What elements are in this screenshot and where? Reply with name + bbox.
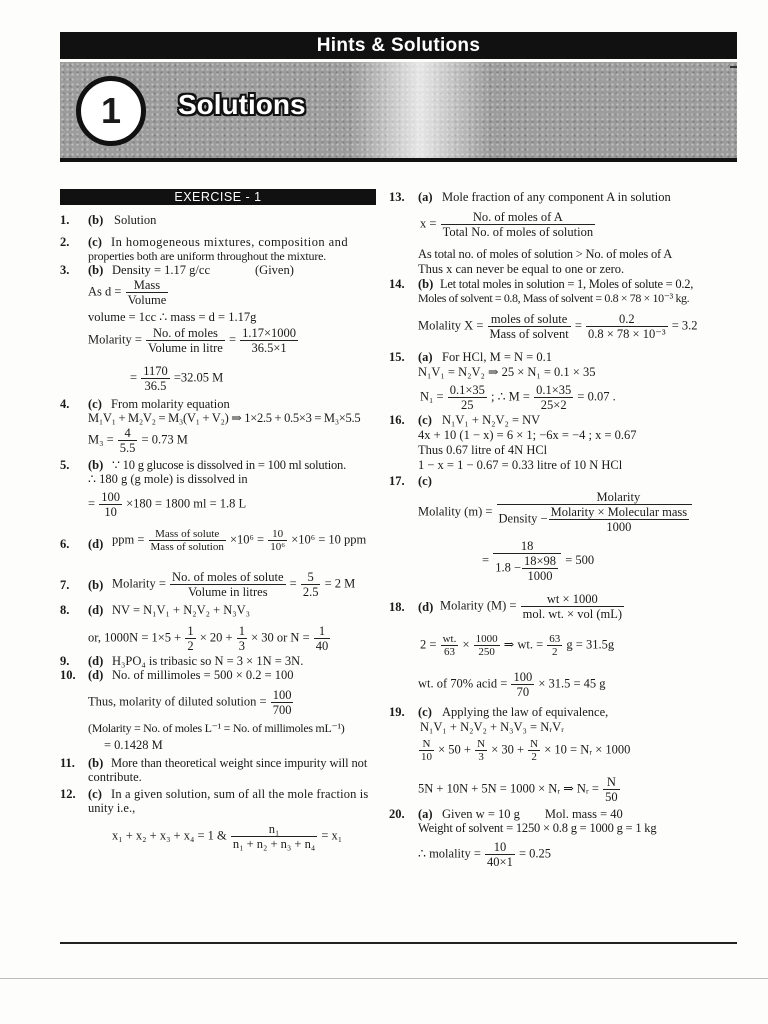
- equation-result: = 2 M: [324, 576, 356, 591]
- denominator: Mass of solvent: [489, 327, 569, 341]
- chapter-banner: [60, 62, 737, 162]
- numerator: No. of moles: [146, 326, 225, 341]
- denominator: 40×1: [487, 855, 513, 869]
- fraction: [237, 624, 247, 653]
- numerator: 0.2: [586, 312, 668, 327]
- fraction: [485, 840, 515, 869]
- denominator: [493, 554, 561, 583]
- solution-text: (Molarity = No. of moles L⁻¹ = No. of millimoles mL⁻¹): [88, 721, 345, 735]
- numerator: moles of solute: [488, 312, 571, 327]
- denominator: 2: [531, 751, 537, 763]
- numerator: wt.: [442, 633, 457, 645]
- numerator: n₁: [231, 822, 317, 837]
- numerator: 0.1×35: [536, 383, 572, 397]
- banner-divider: [60, 158, 737, 162]
- question-number: 13.: [389, 190, 405, 204]
- denominator-text: 1.8 −: [495, 560, 521, 575]
- denominator: 25: [461, 398, 474, 412]
- equation-text: Molarity =: [88, 332, 142, 347]
- answer-option: (d): [88, 537, 104, 551]
- equation-result: = x₁: [321, 828, 343, 843]
- fraction: [497, 490, 693, 534]
- question-number: 5.: [60, 458, 70, 472]
- answer-option: (c): [418, 474, 432, 488]
- numerator: 0.1×35: [449, 383, 485, 397]
- numerator: N: [477, 738, 486, 750]
- equation-result: = 0.1428 M: [104, 738, 163, 752]
- question-number: 12.: [60, 787, 76, 801]
- solution-text: No. of millimoles = 500 × 0.2 = 100: [112, 668, 294, 682]
- equation: 4x + 10 (1 − x) = 6 × 1; −6x = −4 ; x = 0.67: [418, 428, 637, 442]
- answer-option: (a): [418, 350, 433, 364]
- solution-text: ∴ 180 g (g mole) is dissolved in: [88, 472, 248, 486]
- denominator: 25×2: [540, 398, 567, 412]
- numerator: 1170: [143, 364, 168, 378]
- numerator: N: [419, 738, 434, 751]
- numerator: 100: [272, 688, 292, 702]
- equation-text: ∴ molality =: [418, 846, 481, 861]
- answer-option: (d): [88, 668, 104, 682]
- denominator: 2: [552, 646, 558, 658]
- equation-text: Molarity (M) =: [440, 598, 517, 613]
- answer-option: (d): [88, 603, 104, 617]
- equation: Molarity = $\frac{\text{No. of moles}}{\text{Volume in litre}}$ = $\frac{1.17\times 1000}{36.5\times 1}$: [88, 326, 297, 355]
- equation: [418, 670, 606, 699]
- equation: Molality X = $\frac{\text{moles of solute}}{\text{Mass of solvent}}$ = $\frac{0.2}{\text{0.8 × 78 × 10⁻³}}$ = 3.2: [418, 312, 698, 341]
- equation: N₁V₁ + N₂V₂ + N₃V₃ = NᵣVᵣ: [420, 720, 565, 734]
- solution-text: From molarity equation: [111, 397, 230, 411]
- denominator: Mass of solution: [150, 541, 224, 553]
- denominator: n₁ + n₂ + n₃ + n₄: [232, 837, 316, 851]
- equation-text: × 50 +: [438, 742, 471, 757]
- denominator: Total No. of moles of solution: [442, 225, 594, 239]
- solution-text: Mole fraction of any component A in solution: [442, 190, 671, 204]
- numerator: Mass of solute: [149, 528, 226, 541]
- equation-text: or, 1000N = 1×5 +: [88, 630, 182, 645]
- equation: [88, 278, 169, 307]
- answer-option: (b): [88, 756, 104, 770]
- answer-option: (a): [418, 190, 433, 204]
- answer-option: (d): [88, 654, 104, 668]
- denominator: Volume in litres: [187, 585, 268, 599]
- solution-text: Given w = 10 g Mol. mass = 40: [442, 807, 623, 821]
- numerator: 4: [118, 426, 138, 441]
- solution-text: Density = 1.17 g/cc: [112, 263, 211, 277]
- question-number: 11.: [60, 756, 75, 770]
- fraction: [146, 326, 225, 355]
- equation: [418, 775, 621, 804]
- denominator: 1000: [606, 520, 632, 534]
- fraction: [185, 624, 195, 653]
- equation: = $\frac{100}{10}$ ×180 = 1800 ml = 1.8 L: [88, 490, 247, 519]
- page-bottom-rule: [60, 942, 737, 944]
- solution-text: unity i.e.,: [88, 801, 136, 815]
- numerator: 1000: [475, 633, 498, 645]
- numerator: No. of moles of solute: [172, 570, 284, 584]
- denominator: 700: [272, 703, 292, 717]
- fraction: [586, 312, 668, 341]
- numerator: 18×98: [524, 554, 557, 568]
- equation-text: Molality X =: [418, 318, 484, 333]
- solution-text: In homogeneous mixtures, composition and: [111, 235, 349, 249]
- answer-option: (c): [88, 235, 102, 249]
- numerator: N: [530, 738, 539, 750]
- solution-text: Moles of solvent = 0.8, Mass of solvent = 0.8 × 78 × 10⁻³ kg.: [418, 291, 690, 305]
- equation-text: Thus, molarity of diluted solution =: [88, 694, 267, 709]
- question-number: 15.: [389, 350, 405, 364]
- numerator: 1: [314, 624, 331, 639]
- equation: [418, 738, 630, 763]
- equation-result: g = 31.5g: [566, 637, 615, 652]
- numerator: 1.17×1000: [242, 326, 297, 340]
- equation-text: Molality (m) =: [418, 504, 493, 519]
- answer-option: (b): [88, 213, 104, 227]
- answer-option: (b): [88, 458, 104, 472]
- numerator: wt × 1000: [521, 592, 624, 607]
- fraction: [170, 570, 285, 599]
- denominator: 50: [605, 790, 618, 804]
- fraction: [240, 326, 298, 355]
- answer-option: (b): [88, 578, 104, 592]
- numerator: 18: [493, 539, 561, 554]
- fraction: [126, 278, 169, 307]
- equation-result: = 3.2: [671, 318, 698, 333]
- numerator: 100: [513, 670, 533, 684]
- numerator: 63: [549, 633, 561, 645]
- equation-result: =32.05 M: [173, 370, 224, 385]
- fraction: [118, 426, 138, 455]
- numerator: 100: [101, 490, 120, 504]
- section-header: Hints & Solutions: [60, 32, 737, 59]
- equation: M₁V₁ + M₂V₂ = M₃(V₁ + V₂) ⇒ 1×2.5 + 0.5×3 = M₃×5.5: [88, 411, 361, 425]
- equation-result: ×10⁶ = 10 ppm: [291, 532, 367, 547]
- denominator: 40: [315, 639, 329, 653]
- equation-text: N₁ =: [420, 389, 444, 404]
- equation: [88, 688, 294, 717]
- equation: [112, 528, 366, 553]
- fraction: [441, 633, 459, 658]
- denominator: 36.5×1: [251, 341, 287, 355]
- denominator: 0.8 × 78 × 10⁻³: [588, 327, 666, 341]
- equation-text: Molarity =: [112, 576, 166, 591]
- denominator: 10⁶: [270, 541, 286, 553]
- question-number: 16.: [389, 413, 405, 427]
- fraction: [314, 624, 331, 653]
- answer-option: (c): [88, 787, 102, 801]
- numerator: 1: [238, 624, 245, 638]
- question-number: 7.: [60, 578, 70, 592]
- equation-text: wt. of 70% acid =: [418, 676, 508, 691]
- denominator: 10: [104, 505, 117, 519]
- equation-result: × 31.5 = 45 g: [538, 676, 606, 691]
- equation: [88, 624, 331, 653]
- equation: 2 = $\frac{wt.}{63}$ × $\frac{1000}{250}$ ⇒ wt. = $\frac{63}{2}$ g = 31.5g: [420, 633, 615, 658]
- answer-option: (a): [418, 807, 433, 821]
- fraction: [441, 210, 596, 239]
- numerator: N: [603, 775, 620, 790]
- fraction: [149, 528, 226, 553]
- fraction: [301, 570, 321, 599]
- solution-text: Thus x can never be equal to one or zero.: [418, 262, 625, 276]
- equation: = 18 1.8 − $\frac{18\times 98}{1000}$ = 500: [482, 539, 595, 583]
- numerator: Molarity × Molecular mass: [550, 505, 688, 519]
- fraction: [448, 383, 487, 412]
- solution-text: Thus 0.67 litre of 4N HCl: [418, 443, 548, 457]
- fraction: [534, 383, 573, 412]
- fraction: [547, 633, 562, 658]
- equation: NV = N₁V₁ + N₂V₂ + N₃V₃: [112, 603, 251, 617]
- solution-text: Solution: [114, 213, 157, 227]
- fraction: [271, 688, 294, 717]
- equation-text: × 30 +: [491, 742, 525, 757]
- solution-text: More than theoretical weight since impurity will not: [111, 756, 368, 770]
- solution-text: In a given solution, sum of all the mole fraction is: [111, 787, 369, 801]
- fraction: [521, 592, 624, 621]
- question-number: 9.: [60, 654, 70, 668]
- solution-text: Applying the law of equivalence,: [442, 705, 609, 719]
- fraction: [549, 505, 690, 534]
- equation-text: ; ∴ M =: [491, 389, 530, 404]
- equation-result: = 0.07 .: [577, 389, 616, 404]
- denominator: 3: [478, 751, 484, 763]
- solution-text: 1 − x = 1 − 0.67 = 0.33 litre of 10 N HCl: [418, 458, 623, 472]
- equation: [420, 383, 616, 412]
- page-edge-line: [0, 978, 768, 979]
- denominator: 70: [516, 685, 530, 699]
- equation-text: As d =: [88, 284, 122, 299]
- denominator: 2: [187, 639, 194, 653]
- fraction: [231, 822, 317, 851]
- question-number: 17.: [389, 474, 405, 488]
- question-number: 18.: [389, 600, 405, 614]
- question-number: 20.: [389, 807, 405, 821]
- equation-result: = 0.73 M: [141, 432, 188, 447]
- equation-text: 5N + 10N + 5N = 1000 × Nᵣ ⇒ Nᵣ =: [418, 781, 599, 796]
- question-number: 10.: [60, 668, 76, 682]
- fraction: [268, 528, 287, 553]
- denominator: mol. wt. × vol (mL): [522, 607, 623, 621]
- question-number: 19.: [389, 705, 405, 719]
- denominator: Volume: [127, 293, 167, 307]
- solution-text: Let total moles in solution = 1, Moles of solute = 0.2,: [440, 277, 694, 291]
- solution-text: volume = 1cc ∴ mass = d = 1.17g: [88, 310, 257, 324]
- question-number: 3.: [60, 263, 70, 277]
- numerator: 1: [187, 624, 194, 638]
- solution-text: For HCl, M = N = 0.1: [442, 350, 552, 364]
- fraction: [511, 670, 534, 699]
- answer-option: (c): [418, 705, 432, 719]
- fraction: [488, 312, 571, 341]
- denominator: 36.5: [144, 379, 167, 393]
- fraction: [99, 490, 122, 519]
- chapter-number: 1: [76, 76, 146, 146]
- question-number: 4.: [60, 397, 70, 411]
- denominator: 63: [443, 646, 455, 658]
- answer-option: (d): [418, 600, 434, 614]
- solution-text: Weight of solvent = 1250 × 0.8 g = 1000 g = 1 kg: [418, 821, 657, 835]
- banner-highlight: [350, 62, 490, 162]
- equation-result: ×180 = 1800 ml = 1.8 L: [126, 496, 247, 511]
- denominator-text: Density −: [498, 511, 548, 526]
- question-number: 8.: [60, 603, 70, 617]
- denominator: 250: [478, 646, 495, 658]
- fraction: [474, 633, 500, 658]
- question-number: 2.: [60, 235, 70, 249]
- question-number: 1.: [60, 213, 70, 227]
- numerator: 10: [268, 528, 287, 541]
- fraction: [475, 738, 487, 763]
- equation: [418, 490, 693, 534]
- equation: [440, 592, 625, 621]
- denominator: 10: [421, 751, 432, 763]
- denominator: Volume in litre: [148, 341, 223, 355]
- equation: [420, 210, 596, 239]
- answer-option: (c): [418, 413, 432, 427]
- equation-text: x =: [420, 216, 437, 231]
- exercise-heading: EXERCISE - 1: [60, 189, 376, 205]
- numerator: 10: [485, 840, 515, 855]
- equation-text: ppm =: [112, 532, 145, 547]
- denominator: 5.5: [119, 441, 136, 455]
- solution-text: properties both are uniform throughout the mixture.: [88, 249, 327, 263]
- equation-result: = 0.25: [518, 846, 552, 861]
- denominator: 2.5: [302, 585, 319, 599]
- fraction: [141, 364, 170, 393]
- numerator: No. of moles of A: [441, 210, 596, 225]
- question-number: 14.: [389, 277, 405, 291]
- equation: [112, 822, 342, 851]
- fraction: [603, 775, 620, 804]
- equation-text: × 30 or N =: [251, 630, 310, 645]
- solution-text: As total no. of moles of solution > No. of moles of A: [418, 247, 673, 261]
- numerator: Mass: [126, 278, 169, 293]
- equation: Molarity = $\frac{\text{No. of moles of solute}}{\text{Volume in litres}}$ = $\frac{5}{2.5}$ = 2 M: [112, 570, 356, 599]
- question-number: 6.: [60, 537, 70, 551]
- equation: N₁V₁ = N₂V₂ ⇒ 25 × N₁ = 0.1 × 35: [418, 365, 596, 379]
- denominator: 3: [238, 639, 245, 653]
- solution-text: ∵ 10 g glucose is dissolved in = 100 ml solution.: [112, 458, 347, 472]
- equation: [418, 840, 551, 869]
- answer-option: (b): [418, 277, 434, 291]
- numerator: Molarity: [497, 490, 693, 505]
- answer-option: (b): [88, 263, 104, 277]
- chapter-title: Solutions: [178, 89, 306, 120]
- answer-option: (c): [88, 397, 102, 411]
- equation-text: 2 =: [420, 637, 437, 652]
- solution-text: H₃PO₄ is tribasic so N = 3 × 1N = 3N.: [112, 654, 304, 668]
- solution-text: contribute.: [88, 770, 142, 784]
- equation: N₁V₁ + N₂V₂ = NV: [442, 413, 541, 427]
- equation-text: M₃ =: [88, 432, 114, 447]
- equation-text: ⇒ wt. =: [503, 637, 544, 652]
- equation-text: × 10 = Nᵣ × 1000: [544, 742, 631, 757]
- equation-result: = 500: [565, 552, 595, 567]
- fraction: [493, 539, 561, 583]
- equation-text: x₁ + x₂ + x₃ + x₄ = 1 &: [112, 828, 227, 843]
- equation: [88, 426, 188, 455]
- margin-mark: [730, 66, 737, 68]
- numerator: 5: [301, 570, 321, 585]
- fraction: [522, 554, 558, 583]
- denominator: [497, 505, 693, 534]
- fraction: [419, 738, 434, 763]
- equation-text: × 20 +: [199, 630, 233, 645]
- equation: = $\frac{1170}{36.5}$ =32.05 M: [130, 364, 224, 393]
- equation-text: ×10⁶ =: [230, 532, 265, 547]
- denominator: 1000: [527, 569, 553, 583]
- fraction: [528, 738, 540, 763]
- solution-text: (Given): [255, 263, 294, 277]
